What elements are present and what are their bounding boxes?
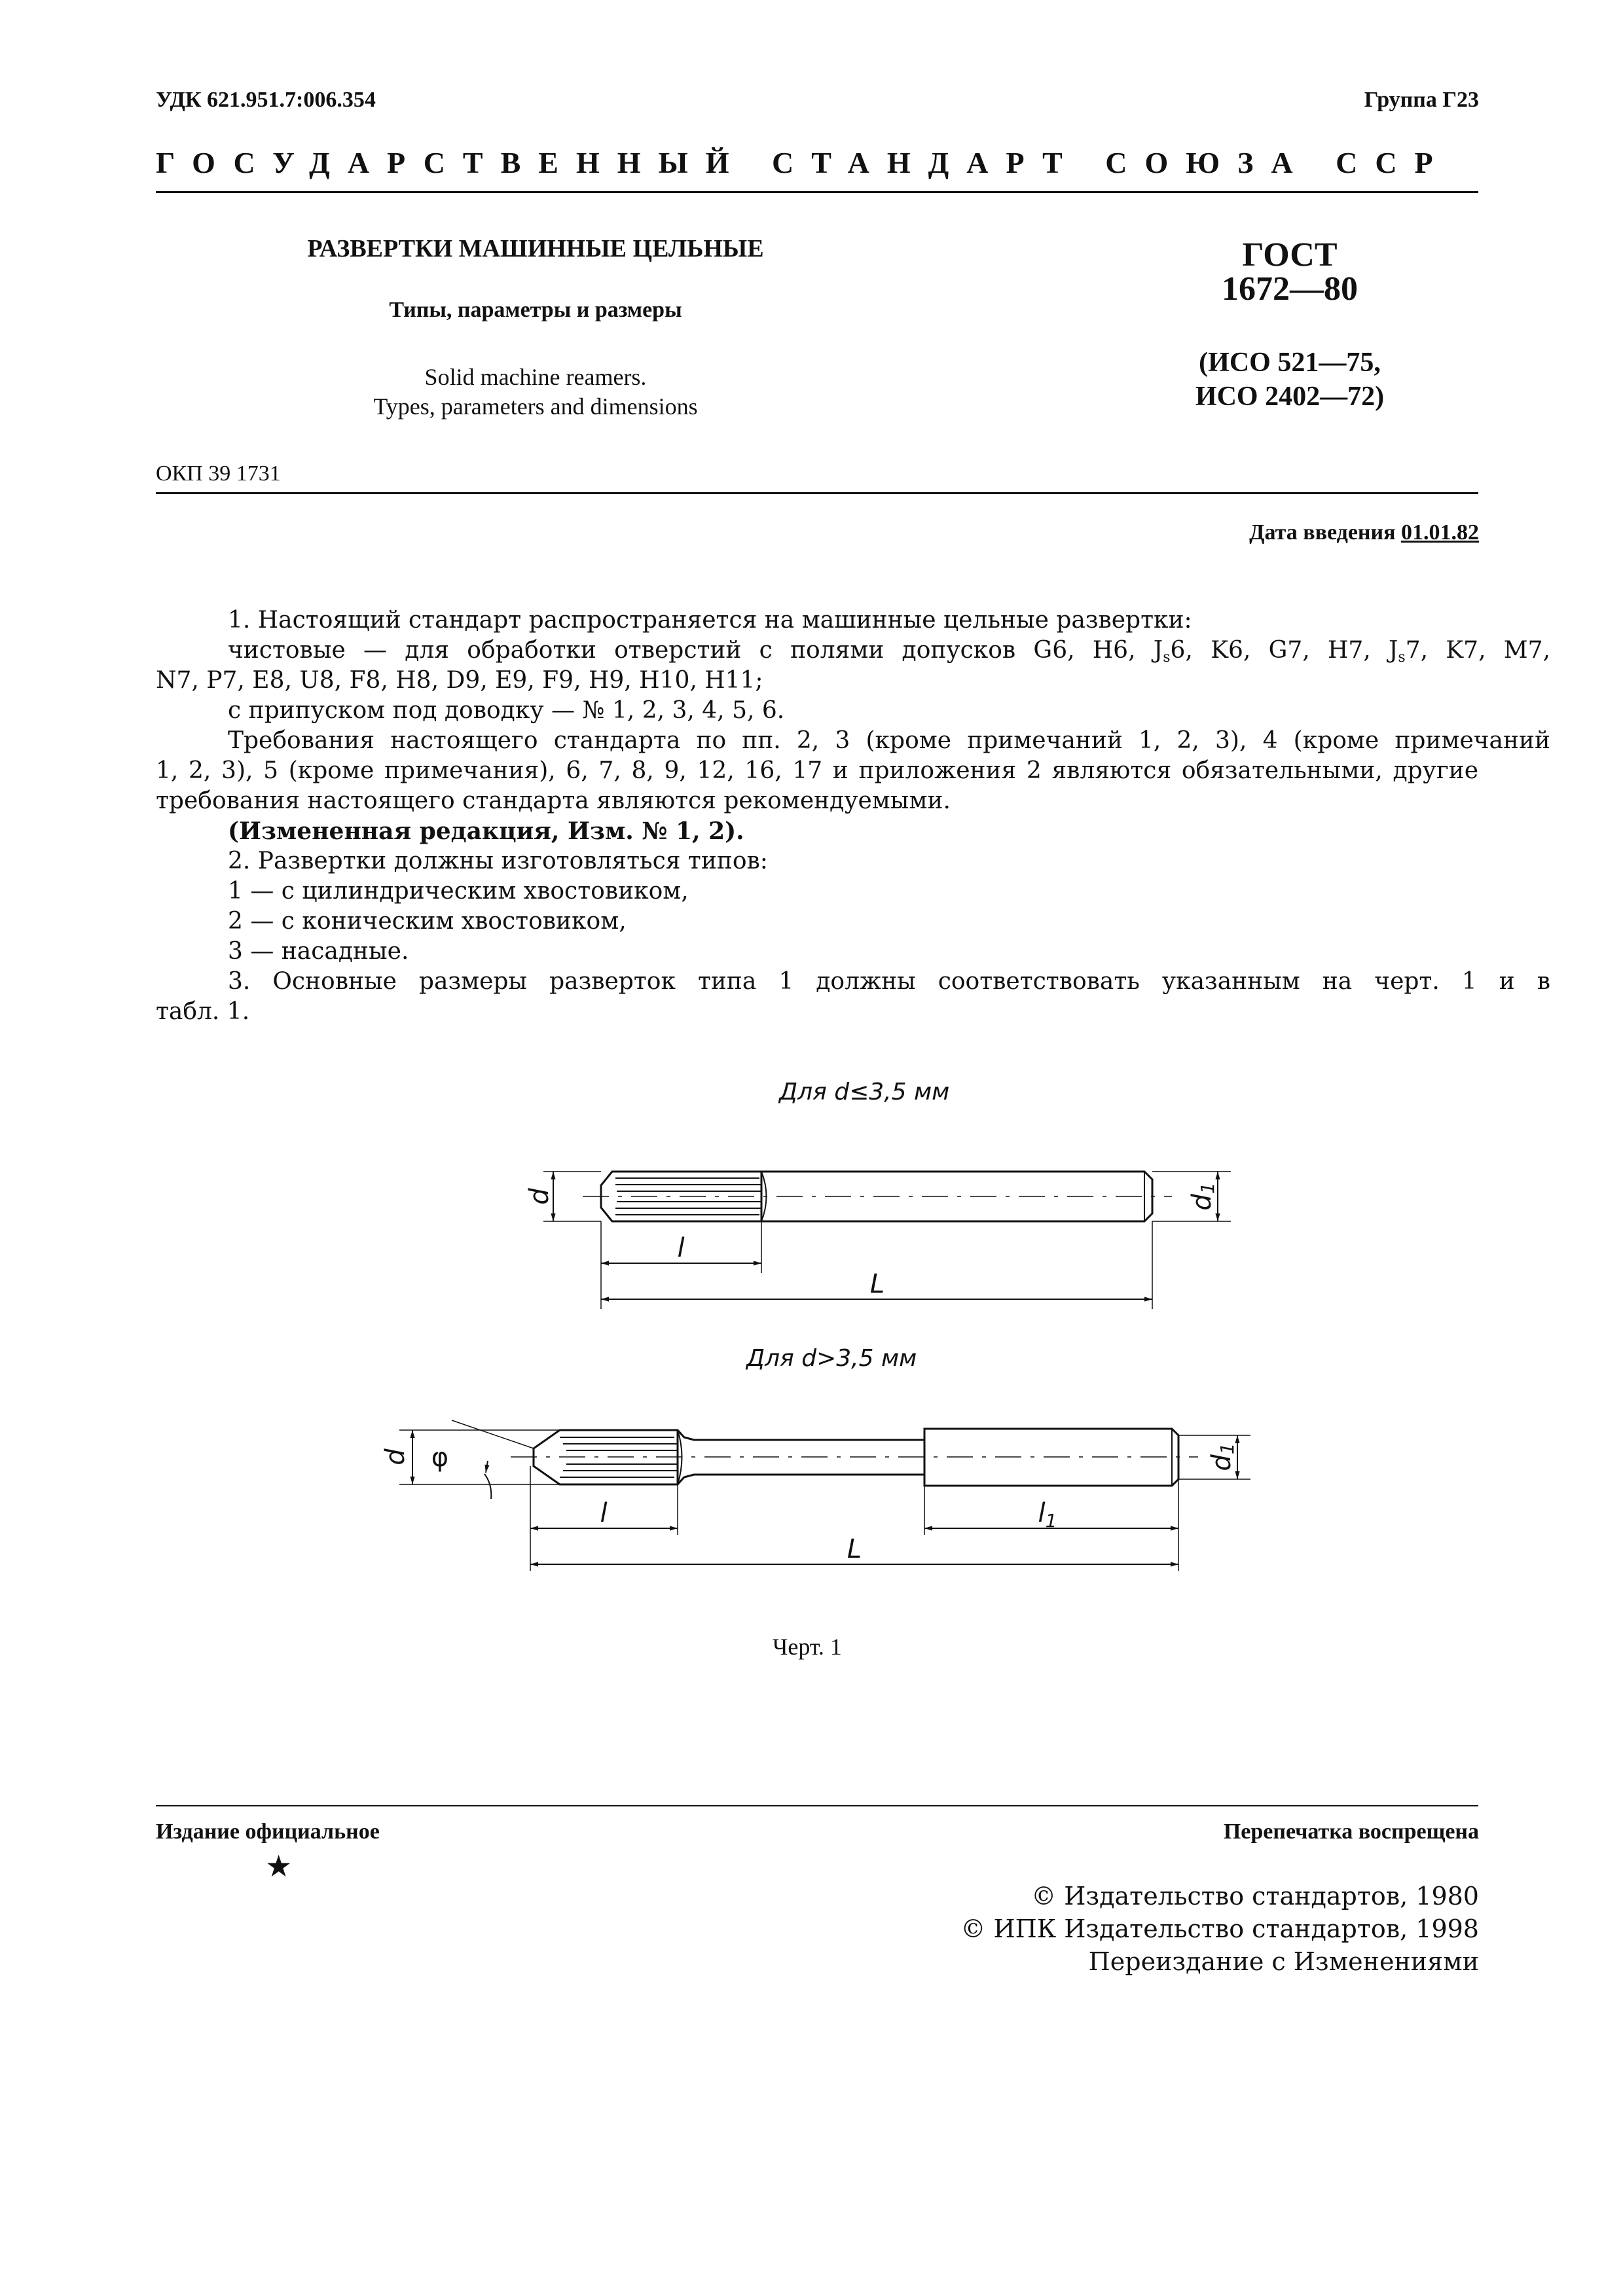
tolerance-text-b: 6, K6, G7, H7, J [1170,637,1398,664]
small-dim-d1 [1187,1182,1218,1210]
official-edition: Издание официальное [156,1820,380,1844]
type-3: 3 — насадные. [228,938,409,965]
group-code: Группа Г23 [1364,88,1479,112]
large-dim-d1-main: d [1207,1454,1237,1471]
large-dim-l: l [600,1498,608,1528]
udk-code: УДК 621.951.7:006.354 [156,88,376,112]
small-dim-L: L [869,1269,885,1299]
english-title-line2: Types, parameters and dimensions [373,393,698,420]
english-title-line1: Solid machine reamers. [424,364,647,390]
large-dim-l1-main: l [1038,1498,1046,1528]
copyright-1980: © Издательство стандартов, 1980 [1031,1882,1479,1910]
small-dim-d1-sub: 1 [1197,1182,1218,1194]
tolerance-sub-2: s [1398,649,1406,666]
state-standard-heading: ГОСУДАРСТВЕННЫЙ СТАНДАРТ СОЮЗА ССР [156,146,1451,179]
small-dim-d1-main: d [1187,1194,1217,1211]
document-subtitle: Типы, параметры и размеры [389,298,682,322]
document-title: РАЗВЕРТКИ МАШИННЫЕ ЦЕЛЬНЫЕ [307,235,764,262]
effective-date-value: 01.01.82 [1401,520,1479,545]
tolerance-text-a: чистовые — для обработки отверстий с полями допусков G6, H6, J [228,637,1163,664]
paragraph-4-cont2: требования настоящего стандарта являются рекомендуемыми. [156,787,951,814]
large-reamer-labels [380,1443,1238,1564]
copyright-1998: © ИПК Издательство стандартов, 1998 [960,1914,1479,1943]
small-reamer-caption: Для d≤3,5 мм [779,1079,950,1105]
gost-number: 1672—80 [1222,270,1358,308]
tolerance-sub-1: s [1163,649,1171,666]
reissue-note: Переиздание с Изменениями [1088,1947,1479,1976]
large-dim-d1 [1207,1443,1238,1471]
large-reamer [399,1420,1250,1571]
large-dim-l1 [1038,1498,1057,1532]
iso-reference-1: (ИСО 521—75, [1199,348,1381,378]
tolerance-text-c: 7, K7, M7, [1405,637,1550,664]
okp-code: ОКП 39 1731 [156,461,281,486]
paragraph-4: Требования настоящего стандарта по пп. 2, 3 (кроме примечаний 1, 2, 3), 4 (кроме примечаний [228,727,1550,754]
reprint-prohibited: Перепечатка воспрещена [1223,1820,1479,1844]
paragraph-5: 2. Развертки должны изготовляться типов: [228,848,768,874]
paragraph-3: с припуском под доводку — № 1, 2, 3, 4, 5, 6. [228,697,785,724]
figure-caption: Черт. 1 [773,1634,842,1660]
small-dim-l: l [677,1233,685,1263]
star-icon: ★ [265,1850,293,1883]
small-reamer [543,1172,1231,1309]
large-dim-d: d [380,1448,410,1465]
small-reamer-labels [524,1182,1218,1299]
type-1: 1 — с цилиндрическим хвостовиком, [228,878,689,905]
iso-reference-2: ИСО 2402—72) [1195,382,1385,412]
paragraph-2-cont: N7, P7, E8, U8, F8, H8, D9, E9, F9, H9, H10, H11; [156,667,763,694]
paragraph-6-cont: табл. 1. [156,998,250,1025]
large-dim-d1-sub: 1 [1216,1443,1238,1455]
gost-label: ГОСТ [1242,236,1338,274]
angle-phi: φ [431,1443,449,1473]
amendment-note: (Измененная редакция, Изм. № 1, 2). [228,817,744,845]
paragraph-6: 3. Основные размеры разверток типа 1 должны соответствовать указанным на черт. 1 и в [228,968,1550,995]
small-dim-d: d [524,1188,555,1205]
type-2: 2 — с коническим хвостовиком, [228,908,627,935]
large-dim-l1-sub: 1 [1045,1510,1057,1532]
paragraph-4-cont1: 1, 2, 3), 5 (кроме примечания), 6, 7, 8, 9, 12, 16, 17 и приложения 2 являются обязательными, другие [156,757,1478,784]
large-reamer-caption: Для d>3,5 мм [746,1345,917,1372]
large-dim-L: L [847,1534,862,1564]
effective-date-label: Дата введения [1249,520,1401,545]
footer-rule [156,1805,1478,1806]
paragraph-1: 1. Настоящий стандарт распространяется на машинные цельные развертки: [228,607,1192,634]
